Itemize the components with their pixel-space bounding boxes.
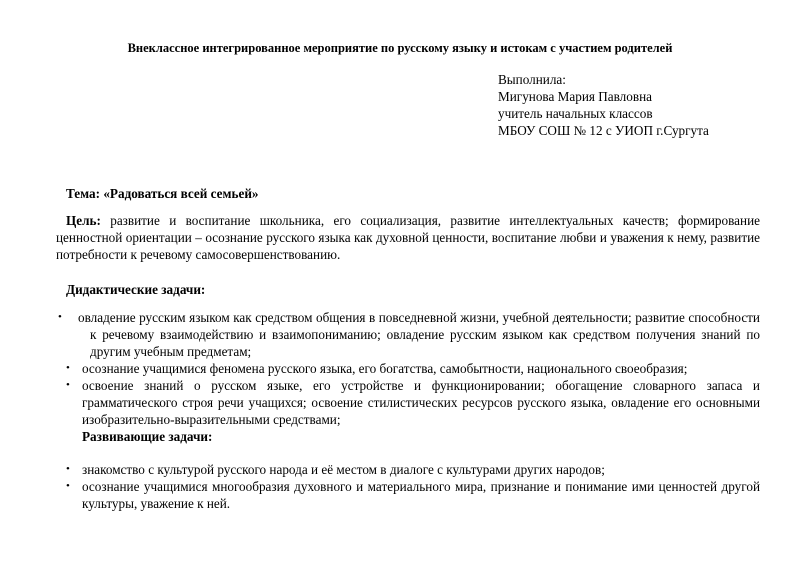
list-item-text: осознание учащимися многообразия духовного и материального мира, признание и понимание ими ценностей другой культуры, уважение к ней. [82,479,760,511]
bullet-icon: • [66,362,70,374]
author-block [498,71,709,139]
didactic-heading: Дидактические задачи: [66,282,206,297]
author-name: Мигунова Мария Павловна [498,89,652,104]
list-item [66,478,760,512]
document-title: Внеклассное интегрированное мероприятие по русскому языку и истокам с участием родителей [127,41,673,55]
list-item-text: овладение русским языком как средством общения в повседневной жизни, учебной деятельности; развитие способности к речевому взаимодействию и взаимопониманию; овладение русским языком как средством получения знаний по другим учебным предметам; [78,310,760,359]
list-item-text: знакомство с культурой русского народа и её местом в диалоге с культурами других народов; [82,462,605,477]
list-item: • овладение русским языком как средством общения в повседневной жизни, учебной деятельности; развитие способности к речевому взаимодействию и взаимопониманию; овладение русским языком как средством получения знаний по другим учебным предметам; [58,310,760,359]
author-school: МБОУ СОШ № 12 с УИОП г.Сургута [498,123,709,138]
list-item [66,360,760,377]
developing-list [0,461,760,512]
list-item-text: осознание учащимися феномена русского языка, его богатства, самобытности, национального своеобразия; [82,361,688,376]
list-item-text: освоение знаний о русском языке, его устройстве и функционировании; обогащение словарного запаса и грамматического строя речи учащихся; освоение стилистических ресурсов русского языка, овладение его основными изобразительно-выразительными средствами; [82,378,760,427]
bullet-icon: • [66,379,70,391]
bullet-icon: • [66,480,70,492]
author-position: учитель начальных классов [498,106,653,121]
developing-heading: Развивающие задачи: [82,429,213,444]
author-label: Выполнила: [498,72,566,87]
didactic-list [0,309,760,428]
goal-paragraph [56,212,760,263]
bullet-icon: • [66,463,70,475]
list-item [66,377,760,428]
goal-label: Цель: [66,213,101,228]
theme-heading: Тема: «Радоваться всей семьей» [66,186,259,201]
list-item [66,461,760,478]
goal-text: развитие и воспитание школьника, его социализация, развитие интеллектуальных качеств; формирование ценностной ориентации – осознание русского языка как духовной ценности, воспитание любви и уважения к нему, развитие потребности к речевому самосовершенствованию. [56,213,760,262]
